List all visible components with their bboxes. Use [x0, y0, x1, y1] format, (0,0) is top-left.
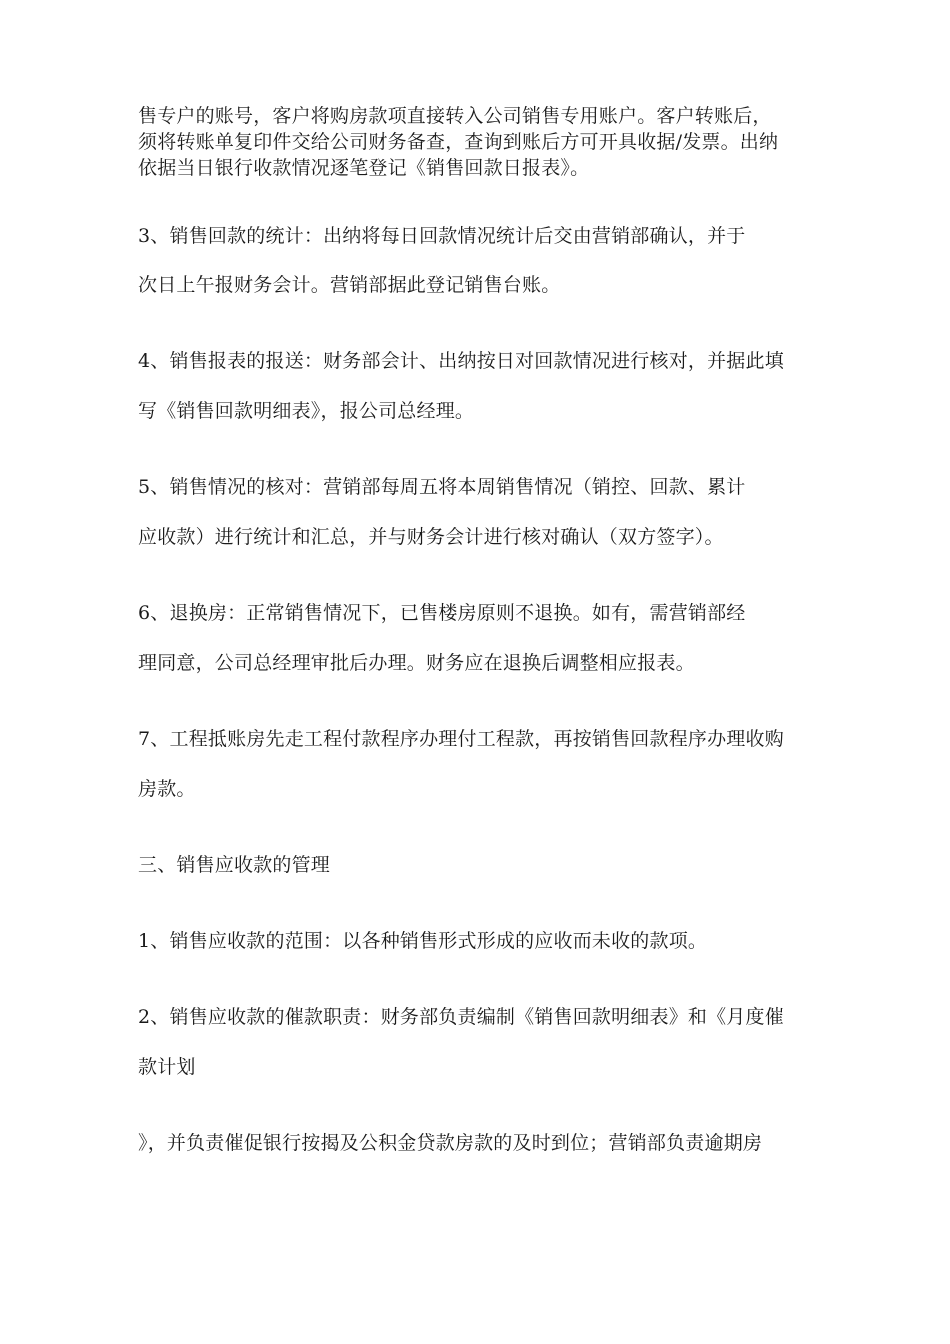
- text-line: 次日上午报财务会计。营销部据此登记销售台账。: [138, 274, 561, 296]
- text-line: 依据当日银行收款情况逐笔登记《销售回款日报表》。: [138, 157, 590, 179]
- text-line: 6、退换房：正常销售情况下，已售楼房原则不退换。如有，需营销部经: [138, 602, 746, 624]
- text-line: 房款。: [138, 778, 196, 800]
- text-line: 7、工程抵账房先走工程付款程序办理付工程款，再按销售回款程序办理收购: [138, 728, 784, 750]
- text-line: 1、销售应收款的范围：以各种销售形式形成的应收而未收的款项。: [138, 930, 708, 952]
- text-line: 售专户的账号，客户将购房款项直接转入公司销售专用账户。客户转账后，: [138, 105, 772, 127]
- text-line: 款计划: [138, 1056, 196, 1078]
- text-line: 4、销售报表的报送：财务部会计、出纳按日对回款情况进行核对，并据此填: [138, 350, 784, 372]
- text-line: 写《销售回款明细表》，报公司总经理。: [138, 400, 475, 422]
- section-heading: 三、销售应收款的管理: [138, 854, 331, 876]
- text-line: 2、销售应收款的催款职责：财务部负责编制《销售回款明细表》和《月度催: [138, 1006, 784, 1028]
- text-line: 5、销售情况的核对：营销部每周五将本周销售情况（销控、回款、累计: [138, 476, 746, 498]
- text-line: 理同意，公司总经理审批后办理。财务应在退换后调整相应报表。: [138, 652, 695, 674]
- text-line: 应收款）进行统计和汇总，并与财务会计进行核对确认（双方签字）。: [138, 526, 724, 548]
- text-line: 须将转账单复印件交给公司财务备查，查询到账后方可开具收据/发票。出纳: [138, 131, 779, 153]
- text-line: 3、销售回款的统计：出纳将每日回款情况统计后交由营销部确认，并于: [138, 225, 746, 247]
- text-line: 》，并负责催促银行按揭及公积金贷款房款的及时到位；营销部负责逾期房: [138, 1132, 763, 1154]
